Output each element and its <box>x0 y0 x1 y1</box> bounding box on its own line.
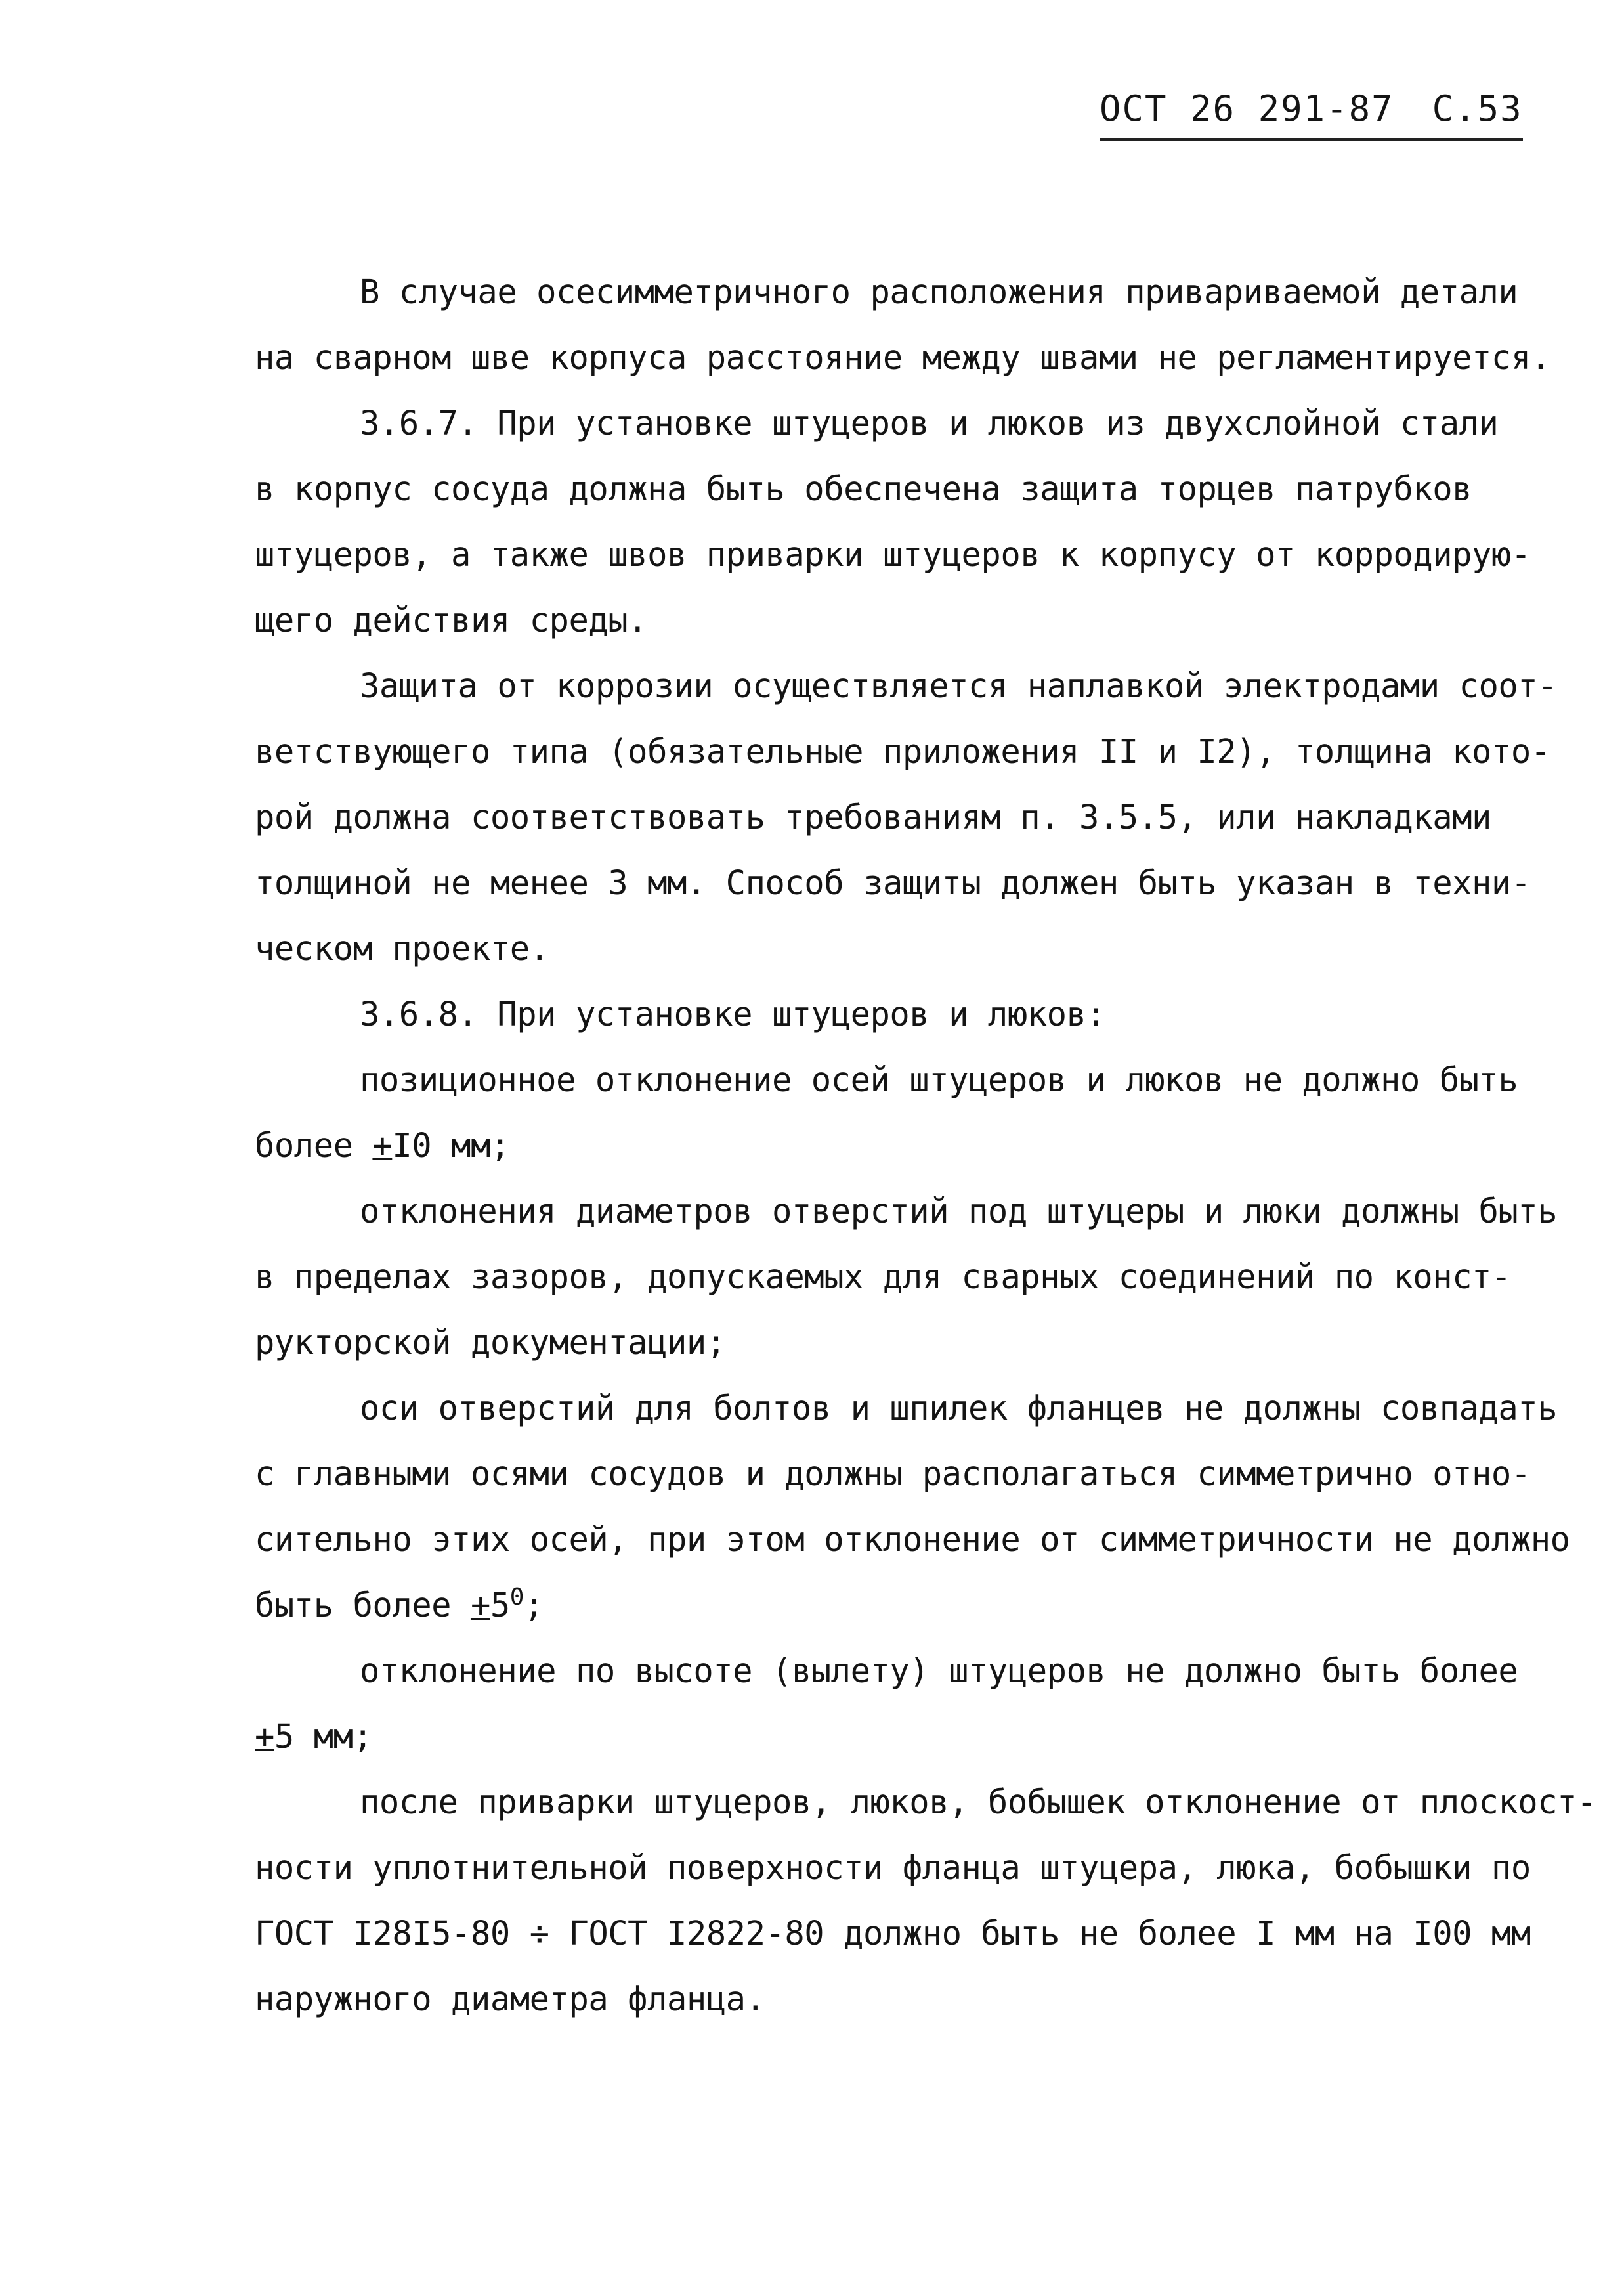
text-line: ГОСТ I28I5-80 ÷ ГОСТ I2822-80 должно быть не более I мм на I00 мм <box>255 1914 1531 1953</box>
degree-superscript: 0 <box>509 1584 524 1611</box>
text-line: В случае осесимметричного расположения привариваемой детали <box>360 272 1518 311</box>
text-line: после приварки штуцеров, люков, бобышек отклонение от плоскост- <box>360 1783 1596 1821</box>
text-line: отклонения диаметров отверстий под штуцеры и люки должны быть <box>360 1192 1558 1230</box>
clause-3-6-8: 3.6.8. При установке штуцеров и люков: <box>360 995 1106 1033</box>
clause-3-6-7: 3.6.7. При установке штуцеров и люков из двухслойной стали <box>360 404 1499 443</box>
plus-minus-sign: + <box>470 1586 490 1624</box>
text-line: +5 мм; <box>255 1717 373 1756</box>
text-line: ческом проекте. <box>255 929 549 968</box>
text-line: быть более $+5^0$; <box>255 1584 544 1624</box>
text-line: более +I0 мм; <box>255 1126 510 1165</box>
text-line: ветствующего типа (обязательные приложения II и I2), толщина кото- <box>255 732 1550 771</box>
text-line: оси отверстий для болтов и шпилек фланцев не должны совпадать <box>360 1389 1558 1427</box>
text-line: штуцеров, а также швов приварки штуцеров к корпусу от корродирую- <box>255 535 1531 574</box>
plus-minus-sign: + <box>372 1126 393 1165</box>
text-line: щего действия среды. <box>255 601 648 640</box>
document-code: ОСТ 26 291-87 <box>1100 88 1394 129</box>
text-line: рукторской документации; <box>255 1323 726 1362</box>
text-line: на сварном шве корпуса расстояние между швами не регламентируется. <box>255 338 1550 377</box>
text-line: рой должна соответствовать требованиям п. 3.5.5, или накладками <box>255 798 1491 836</box>
text-line: толщиной не менее 3 мм. Способ защиты должен быть указан в техни- <box>255 863 1531 902</box>
text-line: сительно этих осей, при этом отклонение от симметричности не должно <box>255 1520 1570 1559</box>
text-line: наружного диаметра фланца. <box>255 1980 765 2018</box>
text-line: в корпус сосуда должна быть обеспечена защита торцев патрубков <box>255 469 1472 508</box>
plus-minus-sign: + <box>255 1717 274 1756</box>
text-line: в пределах зазоров, допускаемых для сварных соединений по конст- <box>255 1257 1511 1296</box>
page-number: С.53 <box>1432 88 1523 129</box>
text-line: позиционное отклонение осей штуцеров и люков не должно быть <box>360 1060 1518 1099</box>
text-line: Защита от коррозии осуществляется наплавкой электродами соот- <box>360 666 1558 705</box>
text-line: с главными осями сосудов и должны располагаться симметрично отно- <box>255 1454 1531 1493</box>
page-header <box>1100 89 1523 141</box>
text-line: ности уплотнительной поверхности фланца штуцера, люка, бобышки по <box>255 1848 1531 1887</box>
text-line: отклонение по высоте (вылету) штуцеров не должно быть более <box>360 1651 1518 1690</box>
